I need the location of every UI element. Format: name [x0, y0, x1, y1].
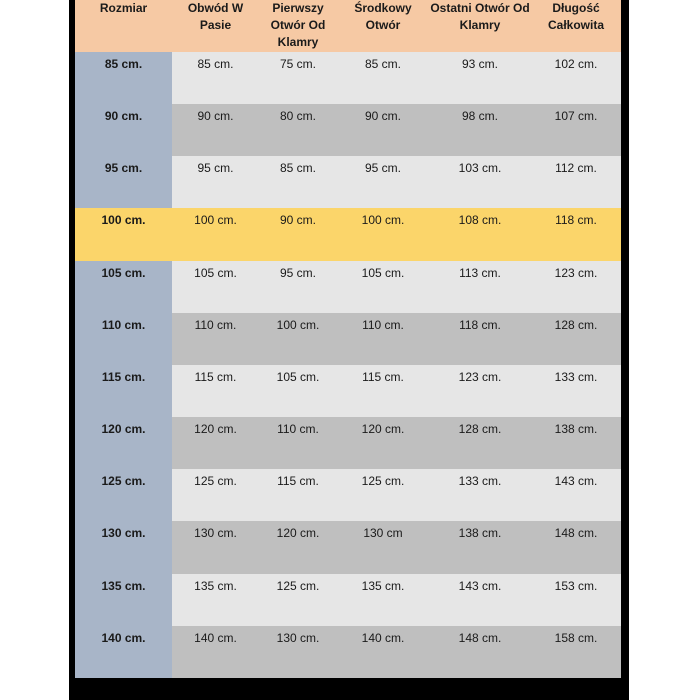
- cell-last-hole: 118 cm.: [429, 313, 531, 365]
- table-row: [75, 574, 621, 626]
- cell-size: 105 cm.: [75, 261, 172, 313]
- cell-first-hole: 90 cm.: [259, 208, 337, 260]
- cell-first-hole: 80 cm.: [259, 104, 337, 156]
- cell-waist: 100 cm.: [172, 208, 259, 260]
- cell-middle-hole: 130 cm: [337, 521, 429, 573]
- table-row: [75, 626, 621, 678]
- cell-waist: 95 cm.: [172, 156, 259, 208]
- table-row: [75, 469, 621, 521]
- cell-waist: 85 cm.: [172, 52, 259, 104]
- cell-first-hole: 100 cm.: [259, 313, 337, 365]
- cell-total-length: 128 cm.: [531, 313, 621, 365]
- cell-total-length: 123 cm.: [531, 261, 621, 313]
- table-header: [75, 0, 621, 52]
- cell-total-length: 133 cm.: [531, 365, 621, 417]
- cell-middle-hole: 100 cm.: [337, 208, 429, 260]
- cell-last-hole: 113 cm.: [429, 261, 531, 313]
- cell-first-hole: 110 cm.: [259, 417, 337, 469]
- table-body: [75, 52, 621, 678]
- cell-size: 125 cm.: [75, 469, 172, 521]
- cell-middle-hole: 85 cm.: [337, 52, 429, 104]
- cell-middle-hole: 110 cm.: [337, 313, 429, 365]
- cell-size: 110 cm.: [75, 313, 172, 365]
- table-row: [75, 521, 621, 573]
- cell-middle-hole: 115 cm.: [337, 365, 429, 417]
- cell-total-length: 102 cm.: [531, 52, 621, 104]
- cell-last-hole: 148 cm.: [429, 626, 531, 678]
- cell-total-length: 153 cm.: [531, 574, 621, 626]
- cell-middle-hole: 105 cm.: [337, 261, 429, 313]
- cell-waist: 140 cm.: [172, 626, 259, 678]
- cell-waist: 130 cm.: [172, 521, 259, 573]
- header-first-hole: Pierwszy Otwór Od Klamry: [259, 0, 337, 52]
- cell-last-hole: 143 cm.: [429, 574, 531, 626]
- cell-waist: 110 cm.: [172, 313, 259, 365]
- cell-middle-hole: 125 cm.: [337, 469, 429, 521]
- header-total-length: Długość Całkowita: [531, 0, 621, 52]
- cell-total-length: 118 cm.: [531, 208, 621, 260]
- cell-first-hole: 125 cm.: [259, 574, 337, 626]
- cell-waist: 135 cm.: [172, 574, 259, 626]
- cell-middle-hole: 90 cm.: [337, 104, 429, 156]
- cell-first-hole: 95 cm.: [259, 261, 337, 313]
- cell-last-hole: 93 cm.: [429, 52, 531, 104]
- cell-first-hole: 75 cm.: [259, 52, 337, 104]
- cell-first-hole: 85 cm.: [259, 156, 337, 208]
- cell-waist: 120 cm.: [172, 417, 259, 469]
- header-last-hole: Ostatni Otwór Od Klamry: [429, 0, 531, 52]
- cell-size: 135 cm.: [75, 574, 172, 626]
- table-row: [75, 156, 621, 208]
- cell-total-length: 148 cm.: [531, 521, 621, 573]
- cell-total-length: 138 cm.: [531, 417, 621, 469]
- cell-waist: 105 cm.: [172, 261, 259, 313]
- size-chart-table: [75, 0, 621, 678]
- cell-waist: 125 cm.: [172, 469, 259, 521]
- cell-size: 130 cm.: [75, 521, 172, 573]
- cell-size: 115 cm.: [75, 365, 172, 417]
- cell-total-length: 112 cm.: [531, 156, 621, 208]
- cell-total-length: 107 cm.: [531, 104, 621, 156]
- header-middle-hole: Środkowy Otwór: [337, 0, 429, 52]
- cell-total-length: 158 cm.: [531, 626, 621, 678]
- cell-middle-hole: 95 cm.: [337, 156, 429, 208]
- table-row: [75, 365, 621, 417]
- table-row: [75, 208, 621, 260]
- cell-first-hole: 105 cm.: [259, 365, 337, 417]
- cell-middle-hole: 135 cm.: [337, 574, 429, 626]
- table-row: [75, 313, 621, 365]
- cell-waist: 90 cm.: [172, 104, 259, 156]
- table-row: [75, 104, 621, 156]
- table-row: [75, 261, 621, 313]
- cell-last-hole: 133 cm.: [429, 469, 531, 521]
- table-row: [75, 52, 621, 104]
- cell-total-length: 143 cm.: [531, 469, 621, 521]
- cell-waist: 115 cm.: [172, 365, 259, 417]
- cell-first-hole: 115 cm.: [259, 469, 337, 521]
- header-row: [75, 0, 621, 52]
- cell-last-hole: 98 cm.: [429, 104, 531, 156]
- cell-last-hole: 123 cm.: [429, 365, 531, 417]
- cell-last-hole: 138 cm.: [429, 521, 531, 573]
- header-waist: Obwód W Pasie: [172, 0, 259, 52]
- cell-size: 140 cm.: [75, 626, 172, 678]
- header-size: Rozmiar: [75, 0, 172, 52]
- cell-middle-hole: 120 cm.: [337, 417, 429, 469]
- cell-last-hole: 103 cm.: [429, 156, 531, 208]
- cell-last-hole: 108 cm.: [429, 208, 531, 260]
- cell-first-hole: 130 cm.: [259, 626, 337, 678]
- cell-last-hole: 128 cm.: [429, 417, 531, 469]
- cell-size: 90 cm.: [75, 104, 172, 156]
- cell-size: 100 cm.: [75, 208, 172, 260]
- cell-size: 85 cm.: [75, 52, 172, 104]
- cell-middle-hole: 140 cm.: [337, 626, 429, 678]
- table-row: [75, 417, 621, 469]
- cell-first-hole: 120 cm.: [259, 521, 337, 573]
- cell-size: 120 cm.: [75, 417, 172, 469]
- cell-size: 95 cm.: [75, 156, 172, 208]
